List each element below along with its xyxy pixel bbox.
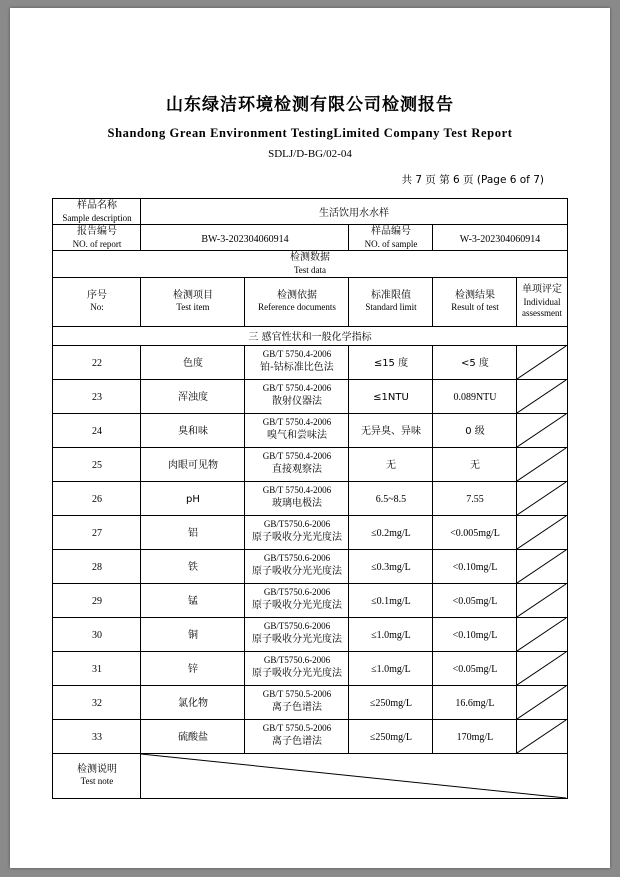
row-ref-method: 原子吸收分光光度法 (251, 634, 342, 646)
column-header-no-cn: 序号 (86, 289, 107, 301)
row-limit: ≤1.0mg/L (371, 664, 411, 676)
row-item: 肉眼可见物 (167, 460, 218, 472)
cell-reference (245, 481, 349, 515)
sample-no-value: W-3-202304060914 (459, 233, 541, 245)
column-header-assessment-en: Individual assessment (522, 296, 562, 319)
table-row-test-note (53, 753, 567, 798)
column-header-item-cn: 检测项目 (172, 289, 213, 301)
sample-description-label (53, 199, 141, 225)
row-ref-standard: GB/T5750.6-2006 (263, 519, 331, 530)
table-row (53, 685, 567, 719)
cell-no (53, 515, 141, 549)
cell-assessment (517, 685, 567, 719)
cell-result (433, 583, 517, 617)
report-title-cn: 山东绿洁环境检测有限公司检测报告 (166, 95, 454, 115)
section-title-cell (53, 326, 567, 345)
table-row-section-title (53, 326, 567, 345)
table-row-sample-description (53, 199, 567, 225)
cell-assessment (517, 447, 567, 481)
row-no: 30 (91, 630, 102, 642)
report-no-value: BW-3-202304060914 (201, 233, 289, 245)
row-ref-method: 原子吸收分光光度法 (251, 600, 342, 612)
row-ref-method: 原子吸收分光光度法 (251, 668, 342, 680)
row-no: 25 (91, 460, 102, 472)
column-header-assessment-cn: 单项评定 (522, 284, 562, 296)
row-ref-standard: GB/T 5750.5-2006 (262, 723, 332, 734)
row-limit: ≤250mg/L (369, 732, 413, 744)
row-ref-standard: GB/T 5750.5-2006 (262, 689, 332, 700)
table-header-row (53, 277, 567, 326)
row-ref-standard: GB/T5750.6-2006 (263, 621, 331, 632)
table-row (53, 413, 567, 447)
table-row (53, 345, 567, 379)
row-limit: 无 (385, 460, 396, 472)
row-limit: ≤15 度 (373, 358, 409, 370)
column-header-limit-cn: 标准限值 (370, 289, 411, 301)
cell-limit (349, 481, 433, 515)
cell-assessment (517, 345, 567, 379)
row-ref-standard: GB/T 5750.4-2006 (262, 485, 332, 496)
cell-limit (349, 685, 433, 719)
cell-result (433, 345, 517, 379)
row-limit: ≤0.3mg/L (371, 562, 411, 574)
column-header-result-cn: 检测结果 (454, 289, 495, 301)
cell-result (433, 413, 517, 447)
row-no: 29 (91, 596, 102, 608)
cell-item (141, 447, 245, 481)
row-limit: ≤250mg/L (369, 698, 413, 710)
column-header-no-en: No: (90, 302, 104, 313)
cell-limit (349, 617, 433, 651)
test-note-label (53, 753, 141, 798)
row-no: 27 (91, 528, 102, 540)
column-header-limit-en: Standard limit (365, 302, 417, 313)
section-title: 三 感官性状和一般化学指标 (248, 331, 372, 343)
cell-result (433, 379, 517, 413)
row-limit: 无异臭、异味 (360, 426, 421, 438)
cell-no (53, 447, 141, 481)
cell-limit (349, 549, 433, 583)
cell-assessment (517, 549, 567, 583)
column-header-reference-en: Reference documents (258, 302, 336, 313)
row-ref-method: 嗅气和尝味法 (266, 430, 327, 442)
column-header-assessment (517, 277, 567, 326)
row-result: <0.10mg/L (452, 630, 498, 642)
row-item: pH (186, 494, 200, 506)
cell-assessment (517, 617, 567, 651)
cell-result (433, 481, 517, 515)
table-row-report-numbers (53, 225, 567, 251)
report-table (52, 198, 567, 799)
cell-result (433, 549, 517, 583)
row-ref-standard: GB/T 5750.4-2006 (262, 383, 332, 394)
sample-no-label (349, 225, 433, 251)
row-ref-standard: GB/T 5750.4-2006 (262, 417, 332, 428)
cell-result (433, 515, 517, 549)
row-limit: ≤0.2mg/L (371, 528, 411, 540)
row-result: 16.6mg/L (455, 698, 495, 710)
test-data-label-cn: 检测数据 (290, 252, 330, 264)
column-header-result-en: Result of test (451, 302, 499, 313)
row-limit: ≤0.1mg/L (371, 596, 411, 608)
row-result: <0.05mg/L (452, 664, 498, 676)
cell-result (433, 719, 517, 753)
cell-limit (349, 719, 433, 753)
row-item: 铜 (187, 630, 198, 642)
row-item: 浑浊度 (177, 392, 208, 404)
row-item: 硫酸盐 (177, 732, 208, 744)
cell-reference (245, 345, 349, 379)
cell-no (53, 549, 141, 583)
row-result: 0 级 (465, 426, 485, 438)
column-header-result (433, 277, 517, 326)
cell-no (53, 651, 141, 685)
cell-assessment (517, 379, 567, 413)
cell-item (141, 617, 245, 651)
cell-limit (349, 345, 433, 379)
cell-item (141, 379, 245, 413)
cell-limit (349, 447, 433, 481)
page-counter: 共 7 页 第 6 页 (Page 6 of 7) (401, 174, 544, 186)
row-ref-standard: GB/T5750.6-2006 (263, 553, 331, 564)
row-ref-standard: GB/T 5750.4-2006 (262, 349, 332, 360)
row-ref-method: 直接观察法 (271, 464, 322, 476)
cell-no (53, 345, 141, 379)
table-row-test-data-banner (53, 251, 567, 277)
row-ref-method: 原子吸收分光光度法 (251, 566, 342, 578)
cell-item (141, 719, 245, 753)
column-header-item-en: Test item (176, 302, 210, 313)
column-header-no (53, 277, 141, 326)
cell-reference (245, 617, 349, 651)
test-note-value-cell (141, 753, 567, 798)
cell-reference (245, 685, 349, 719)
row-result: 170mg/L (456, 732, 494, 744)
row-ref-standard: GB/T 5750.4-2006 (262, 451, 332, 462)
cell-result (433, 685, 517, 719)
document-code: SDLJ/D-BG/02-04 (268, 148, 352, 160)
test-note-label-en: Test note (80, 776, 114, 787)
row-no: 32 (91, 698, 102, 710)
cell-result (433, 651, 517, 685)
cell-no (53, 379, 141, 413)
cell-item (141, 651, 245, 685)
row-no: 22 (91, 358, 102, 370)
cell-assessment (517, 583, 567, 617)
row-result: 无 (469, 460, 480, 472)
row-result: 0.089NTU (453, 392, 497, 404)
sample-description-value-cell (141, 199, 567, 225)
row-result: <0.05mg/L (452, 596, 498, 608)
row-result: 7.55 (466, 494, 484, 506)
row-result: <5 度 (461, 358, 489, 370)
row-no: 26 (91, 494, 102, 506)
cell-assessment (517, 651, 567, 685)
report-no-value-cell (141, 225, 349, 251)
cell-item (141, 549, 245, 583)
report-title-en: Shandong Grean Environment TestingLimited Company Test Report (107, 126, 513, 140)
table-row (53, 447, 567, 481)
cell-reference (245, 413, 349, 447)
row-item: 铁 (187, 562, 198, 574)
row-no: 23 (91, 392, 102, 404)
sample-description-label-cn: 样品名称 (76, 200, 117, 211)
cell-no (53, 481, 141, 515)
cell-reference (245, 447, 349, 481)
table-row (53, 617, 567, 651)
row-no: 31 (91, 664, 102, 676)
document-body (10, 8, 610, 868)
row-no: 28 (91, 562, 102, 574)
cell-limit (349, 413, 433, 447)
row-item: 臭和味 (177, 426, 208, 438)
sample-description-value: 生活饮用水水样 (319, 207, 389, 219)
column-header-item (141, 277, 245, 326)
cell-limit (349, 379, 433, 413)
row-item: 色度 (182, 358, 203, 370)
cell-no (53, 685, 141, 719)
cell-assessment (517, 481, 567, 515)
sample-description-label-en: Sample description (62, 212, 132, 223)
row-result: <0.10mg/L (452, 562, 498, 574)
row-limit: ≤1NTU (373, 392, 409, 404)
table-row (53, 549, 567, 583)
row-no: 24 (91, 426, 102, 438)
cell-item (141, 515, 245, 549)
report-no-label-cn: 报告编号 (76, 226, 117, 238)
cell-item (141, 481, 245, 515)
test-note-label-cn: 检测说明 (76, 763, 117, 775)
cell-limit (349, 515, 433, 549)
cell-item (141, 583, 245, 617)
table-row (53, 481, 567, 515)
cell-reference (245, 515, 349, 549)
sample-no-label-cn: 样品编号 (370, 226, 411, 238)
cell-result (433, 617, 517, 651)
cell-item (141, 685, 245, 719)
row-item: 氯化物 (177, 698, 208, 710)
cell-limit (349, 651, 433, 685)
cell-reference (245, 719, 349, 753)
row-ref-method: 离子色谱法 (271, 702, 322, 714)
row-ref-standard: GB/T5750.6-2006 (263, 655, 331, 666)
row-item: 锌 (187, 664, 198, 676)
row-item: 锰 (187, 596, 198, 608)
row-ref-method: 原子吸收分光光度法 (251, 532, 342, 544)
cell-result (433, 447, 517, 481)
row-ref-method: 玻璃电极法 (271, 498, 322, 510)
row-ref-method: 散射仪器法 (271, 396, 322, 408)
cell-no (53, 583, 141, 617)
row-ref-standard: GB/T5750.6-2006 (263, 587, 331, 598)
cell-item (141, 345, 245, 379)
sample-no-value-cell (433, 225, 567, 251)
sample-no-label-en: NO. of sample (364, 238, 418, 249)
table-row (53, 583, 567, 617)
row-no: 33 (91, 732, 102, 744)
cell-no (53, 719, 141, 753)
test-data-banner (53, 251, 567, 277)
cell-reference (245, 379, 349, 413)
table-row (53, 651, 567, 685)
row-result: <0.005mg/L (450, 528, 500, 540)
cell-reference (245, 651, 349, 685)
report-no-label (53, 225, 141, 251)
table-row (53, 379, 567, 413)
test-data-label-en: Test data (293, 264, 327, 275)
report-no-label-en: NO. of report (72, 238, 122, 249)
table-row (53, 719, 567, 753)
table-row (53, 515, 567, 549)
row-limit: 6.5~8.5 (375, 494, 407, 506)
row-ref-method: 铂-钴标准比色法 (260, 362, 334, 374)
cell-no (53, 413, 141, 447)
column-header-limit (349, 277, 433, 326)
cell-assessment (517, 515, 567, 549)
row-item: 铝 (187, 528, 198, 540)
cell-assessment (517, 413, 567, 447)
document-page (10, 8, 610, 868)
row-ref-method: 离子色谱法 (271, 736, 322, 748)
row-limit: ≤1.0mg/L (371, 630, 411, 642)
cell-item (141, 413, 245, 447)
column-header-reference-cn: 检测依据 (276, 289, 317, 301)
column-header-reference (245, 277, 349, 326)
cell-assessment (517, 719, 567, 753)
cell-reference (245, 583, 349, 617)
cell-limit (349, 583, 433, 617)
cell-reference (245, 549, 349, 583)
cell-no (53, 617, 141, 651)
